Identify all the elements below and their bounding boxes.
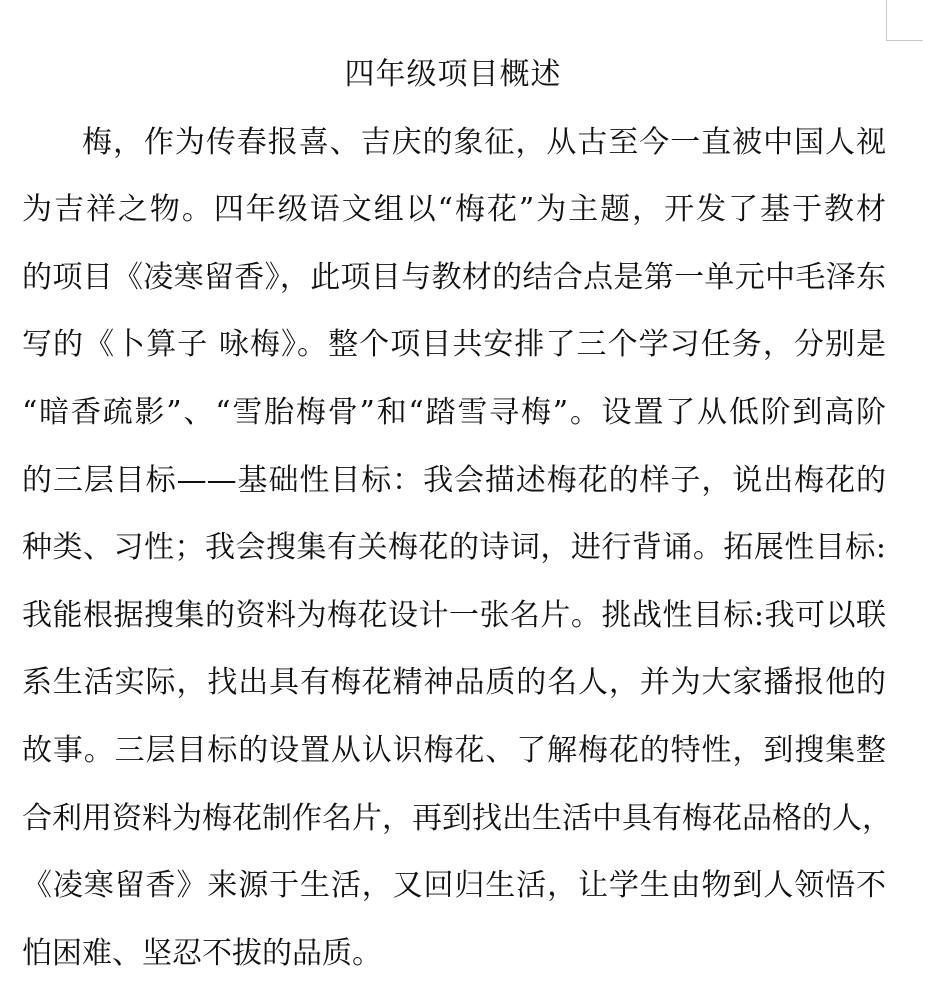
body-line-5: “暗香疏影”、“雪胎梅骨”和“踏雪寻梅”。设置了从低阶到高阶 [22, 395, 886, 430]
document-title: 四年级项目概述 [344, 57, 562, 92]
body-line-8: 我能根据搜集的资料为梅花设计一张名片。挑战性目标:我可以联 [22, 598, 886, 633]
body-line-12: 《凌寒留香》来源于生活，又回归生活，让学生由物到人领悟不 [22, 868, 886, 903]
page-corner-margin-mark [886, 0, 923, 41]
body-line-7: 种类、习性；我会搜集有关梅花的诗词，进行背诵。拓展性目标: [22, 530, 886, 565]
body-line-13: 怕困难、坚忍不拔的品质。 [22, 936, 382, 971]
body-line-9: 系生活实际，找出具有梅花精神品质的名人，并为大家播报他的 [22, 665, 886, 700]
body-line-6: 的三层目标——基础性目标：我会描述梅花的样子，说出梅花的 [22, 463, 886, 498]
body-line-3: 的项目《凌寒留香》，此项目与教材的结合点是第一单元中毛泽东 [22, 260, 886, 295]
body-line-2: 为吉祥之物。四年级语文组以“梅花”为主题，开发了基于教材 [22, 192, 886, 227]
body-line-10: 故事。三层目标的设置从认识梅花、了解梅花的特性，到搜集整 [22, 733, 886, 768]
body-line-11: 合利用资料为梅花制作名片，再到找出生活中具有梅花品格的人， [22, 801, 892, 836]
body-line-4: 写的《卜算子 咏梅》。整个项目共安排了三个学习任务，分别是 [22, 327, 886, 362]
body-line-1: 梅，作为传春报喜、吉庆的象征，从古至今一直被中国人视 [82, 125, 886, 160]
